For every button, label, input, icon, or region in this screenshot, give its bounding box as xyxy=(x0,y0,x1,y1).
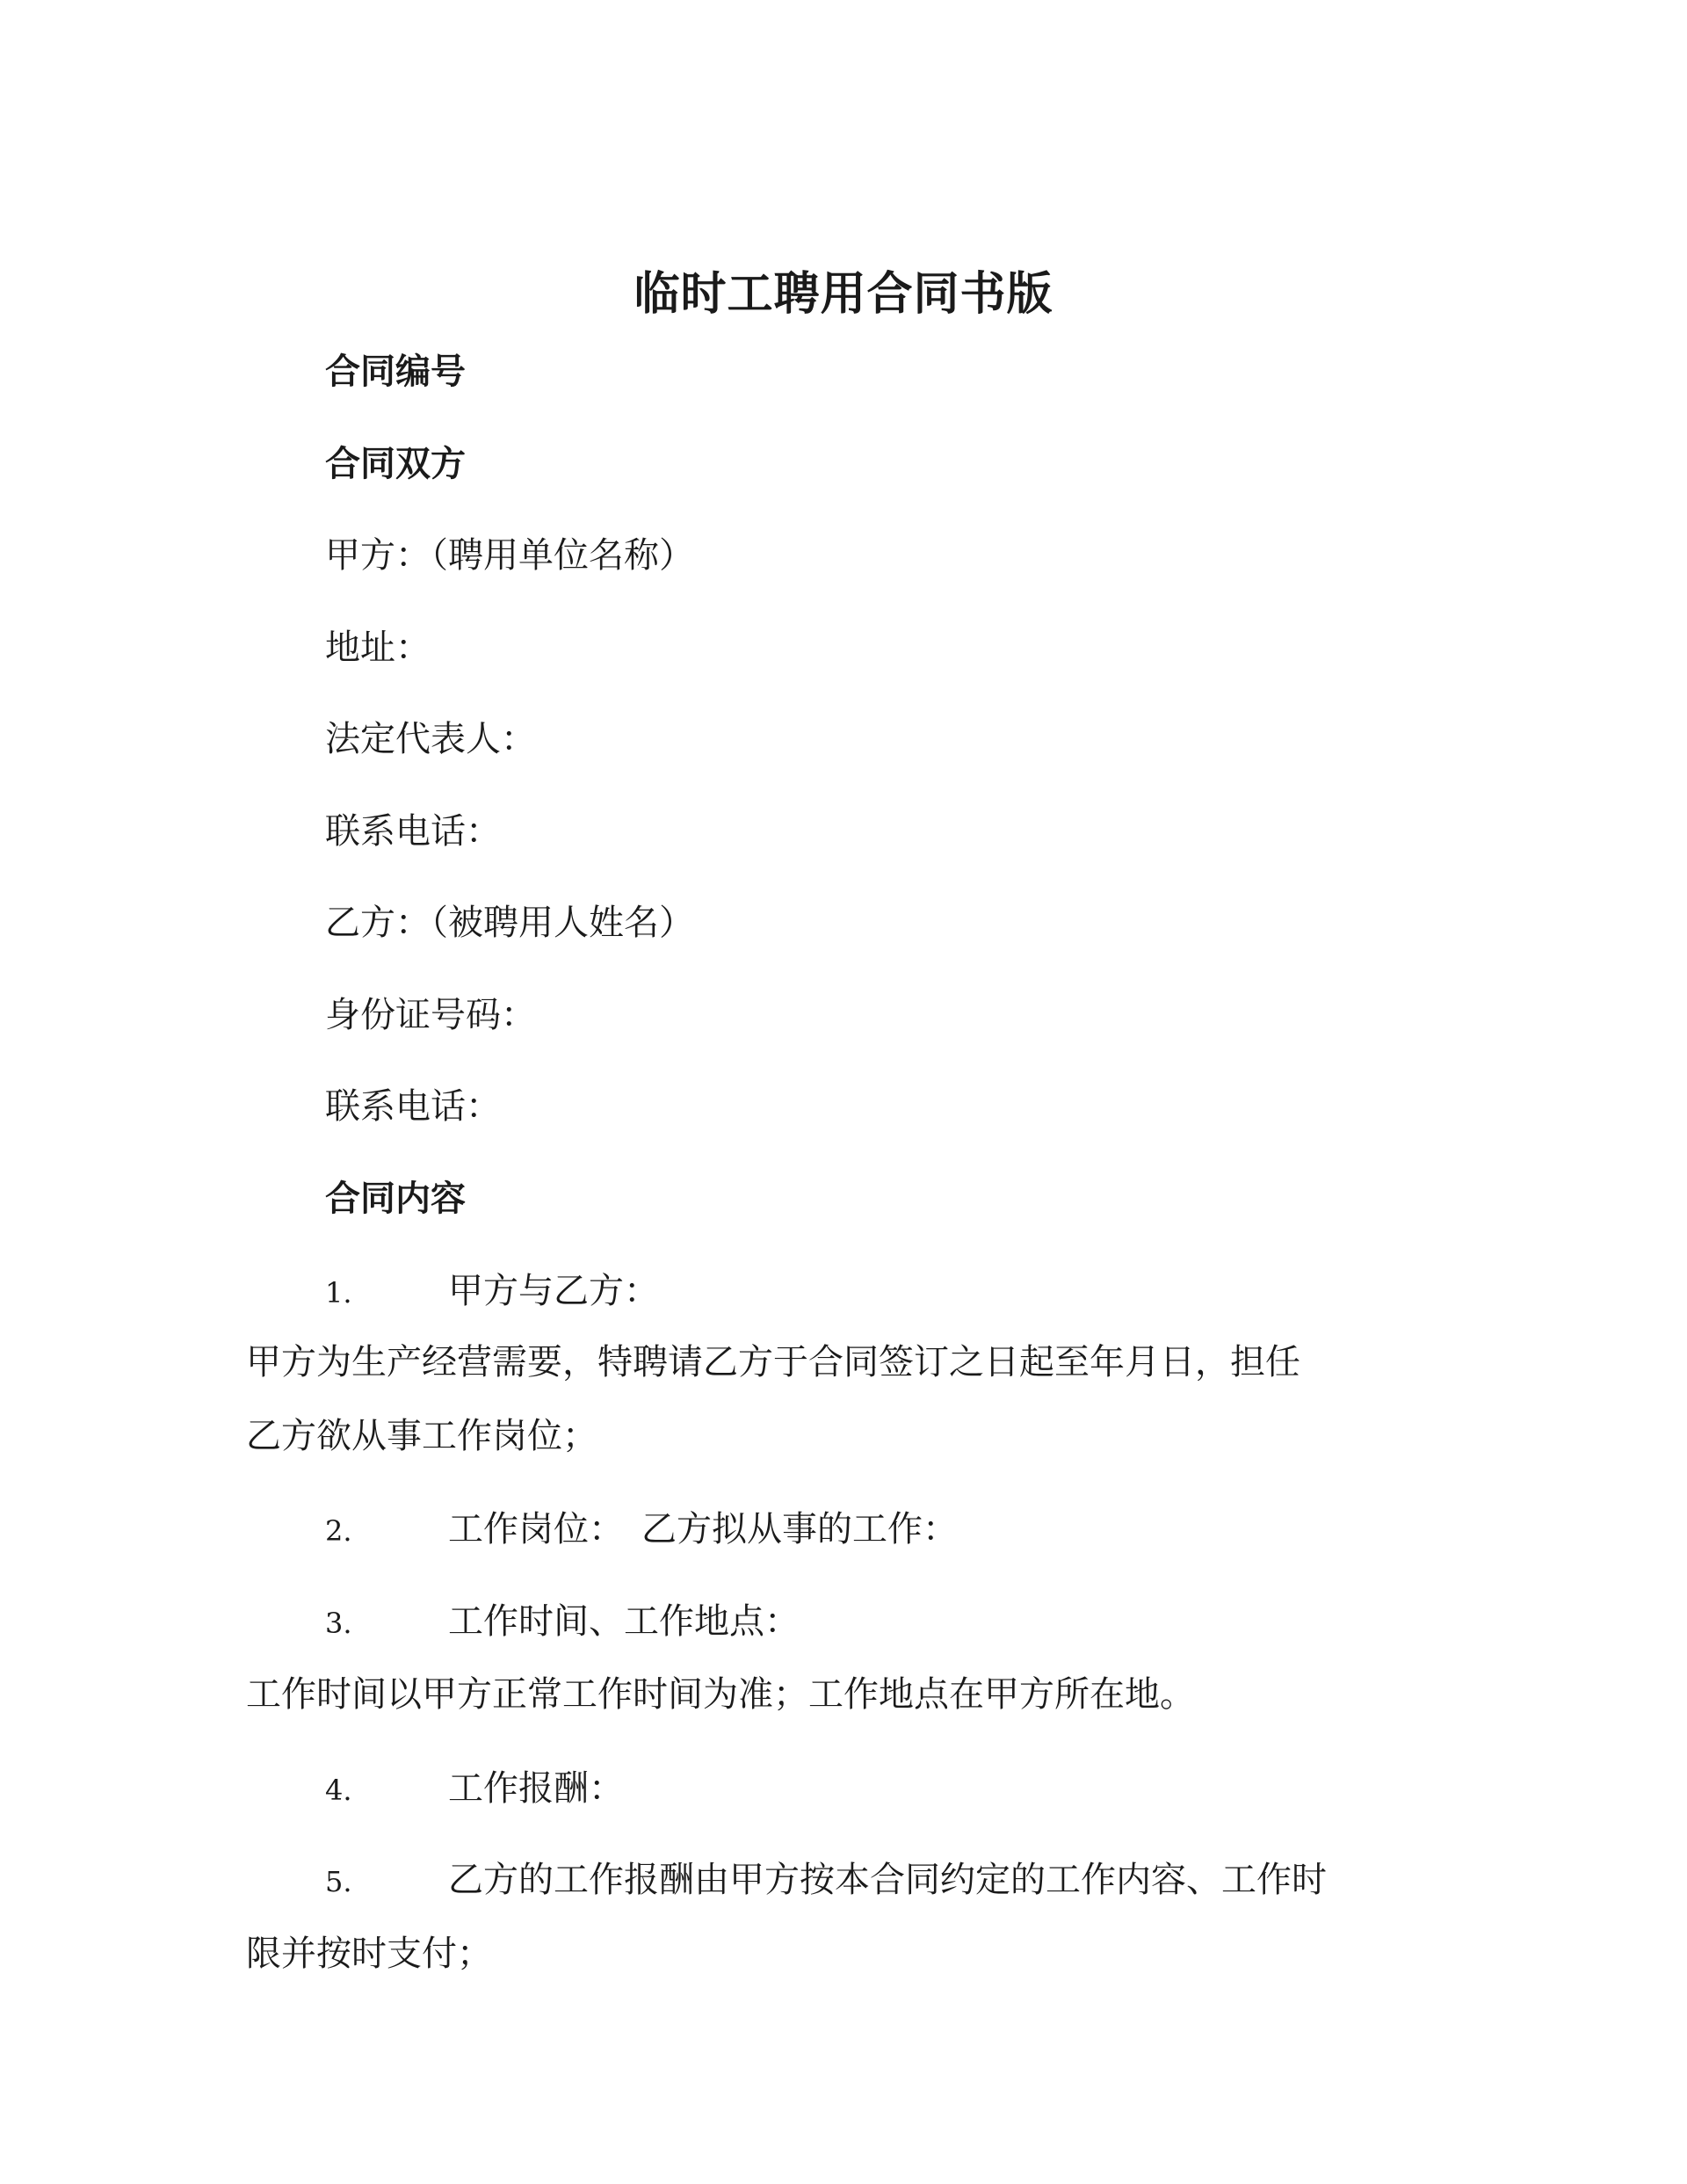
party-b-name: 乙方：（被聘用人姓名） xyxy=(325,903,694,943)
list-item xyxy=(325,1505,958,1556)
item-heading: 工作岗位： 乙方拟从事的工作： xyxy=(448,1509,958,1549)
item-number: 5. xyxy=(325,1865,352,1898)
item-body-line: 乙方欲从事工作岗位； xyxy=(246,1416,597,1456)
list-item xyxy=(325,1764,624,1815)
item-number: 2. xyxy=(325,1514,352,1548)
item-number: 1. xyxy=(325,1276,352,1310)
list-item xyxy=(325,1597,800,1648)
party-a-phone: 联系电话： xyxy=(325,811,501,852)
party-a-address: 地址： xyxy=(325,628,431,668)
party-b-id-number: 身份证号码： xyxy=(325,995,536,1035)
item-body-line: 甲方为生产经营需要，特聘请乙方于合同签订之日起至年月日，担任 xyxy=(246,1342,1300,1382)
item-number: 3. xyxy=(325,1607,352,1640)
section-content: 合同内容 xyxy=(325,1178,466,1219)
item-heading: 工作报酬： xyxy=(448,1768,624,1809)
party-a-legal-rep: 法定代表人： xyxy=(325,719,536,759)
item-heading: 乙方的工作报酬由甲方按本合同约定的工作内容、工作时 xyxy=(448,1860,1327,1900)
list-item xyxy=(325,1855,1327,1906)
party-a-name: 甲方：（聘用单位名称） xyxy=(325,535,694,576)
item-heading: 甲方与乙方： xyxy=(448,1271,659,1311)
item-body-line: 工作时间以甲方正常工作时间为准；工作地点在甲方所在地。 xyxy=(246,1674,1195,1715)
section-contract-number: 合同编号 xyxy=(325,351,466,392)
party-b-phone: 联系电话： xyxy=(325,1086,501,1127)
item-body-line: 限并按时支付； xyxy=(246,1934,492,1974)
item-number: 4. xyxy=(325,1774,352,1807)
item-heading: 工作时间、工作地点： xyxy=(448,1601,800,1642)
document-title: 临时工聘用合同书版 xyxy=(634,267,1053,321)
list-item xyxy=(325,1266,659,1317)
section-parties: 合同双方 xyxy=(325,443,466,484)
